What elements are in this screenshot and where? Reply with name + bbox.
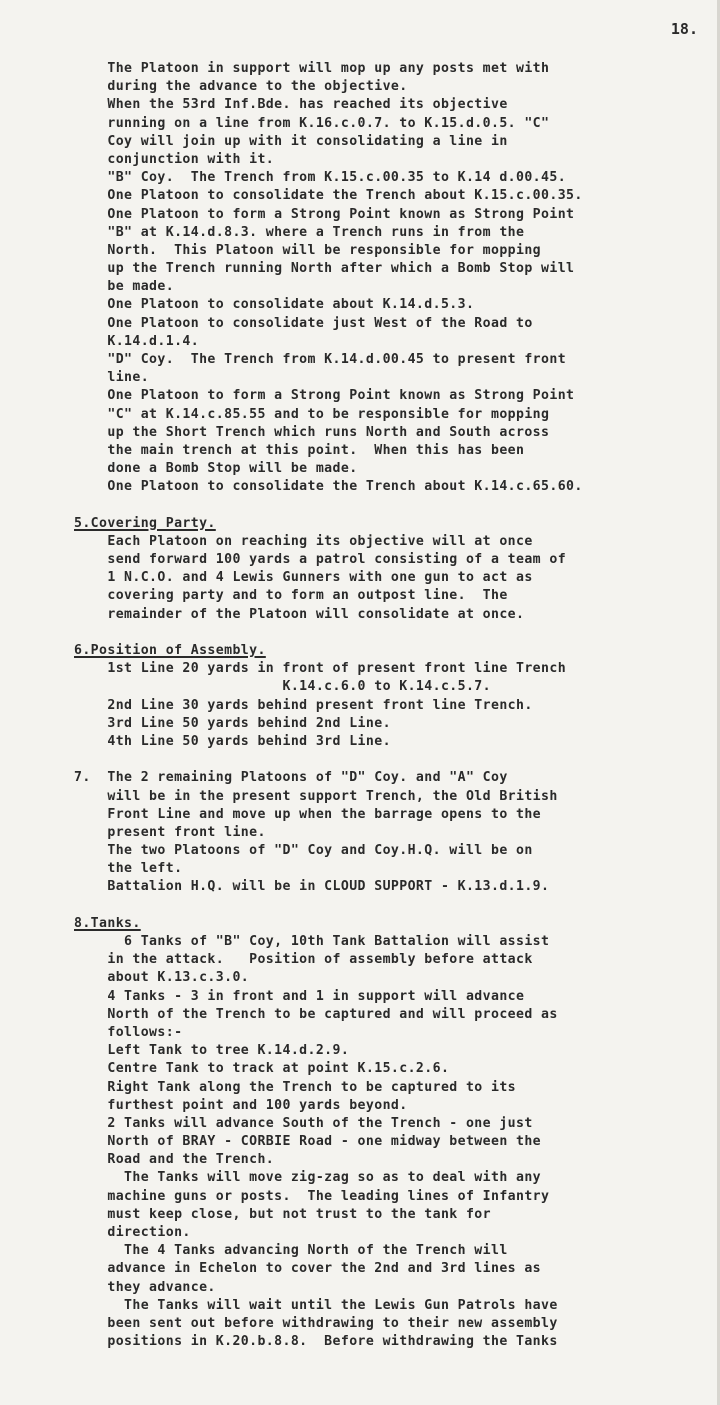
text-line: covering party and to form an outpost line. The xyxy=(74,588,508,604)
text-line: The 4 Tanks advancing North of the Trench will xyxy=(74,1243,508,1259)
text-line: One Platoon to consolidate the Trench about K.14.c.65.60. xyxy=(74,479,583,495)
text-line: remainder of the Platoon will consolidate at once. xyxy=(74,606,525,622)
text-line: be made. xyxy=(74,279,175,295)
text-line: machine guns or posts. The leading lines of Infantry xyxy=(74,1188,550,1204)
text-line: Left Tank to tree K.14.d.2.9. xyxy=(74,1043,350,1059)
text-line: When the 53rd Inf.Bde. has reached its objective xyxy=(74,97,508,113)
text-line: the main trench at this point. When this has been xyxy=(74,442,525,458)
text-line: direction. xyxy=(74,1225,191,1240)
text-line: 3rd Line 50 yards behind 2nd Line. xyxy=(74,715,391,731)
text-line: line. xyxy=(74,370,150,386)
text-line: One Platoon to consolidate just West of the Road to xyxy=(74,315,533,331)
text-line: 4 Tanks - 3 in front and 1 in support will advance xyxy=(74,988,525,1004)
text-line: advance in Echelon to cover the 2nd and 3rd lines as xyxy=(74,1261,542,1277)
text-line: One Platoon to consolidate about K.14.d.5.3. xyxy=(74,297,475,313)
text-line: "D" Coy. The Trench from K.14.d.00.45 to present front xyxy=(74,352,567,367)
text-line: One Platoon to form a Strong Point known as Strong Point xyxy=(74,388,575,404)
text-line: One Platoon to form a Strong Point known as Strong Point xyxy=(74,206,575,222)
text-line: send forward 100 yards a patrol consisting of a team of xyxy=(74,552,567,568)
blank-line xyxy=(74,751,714,769)
text-line: Front Line and move up when the barrage opens to the xyxy=(74,806,542,822)
text-line: 2nd Line 30 yards behind present front line Trench. xyxy=(74,697,533,713)
text-line: Battalion H.Q. will be in CLOUD SUPPORT - K.13.d.1.9. xyxy=(74,879,550,895)
text-line: K.14.d.1.4. xyxy=(74,333,200,349)
text-line: 5.Covering Party. xyxy=(74,515,216,531)
text-line: K.14.c.6.0 to K.14.c.5.7. xyxy=(74,679,491,695)
text-line: 1st Line 20 yards in front of present front line Trench xyxy=(74,661,567,677)
text-line: One Platoon to consolidate the Trench about K.15.c.00.35. xyxy=(74,188,583,204)
text-line: The Tanks will wait until the Lewis Gun Patrols have xyxy=(74,1297,558,1313)
text-line: present front line. xyxy=(74,824,266,840)
text-line: Each Platoon on reaching its objective will at once xyxy=(74,533,533,549)
text-line: furthest point and 100 yards beyond. xyxy=(74,1097,408,1113)
text-line: 6 Tanks of "B" Coy, 10th Tank Battalion will assist xyxy=(74,934,550,949)
text-line: 6.Position of Assembly. xyxy=(74,643,266,658)
text-line: 2 Tanks will advance South of the Trench - one just xyxy=(74,1115,533,1131)
text-line: they advance. xyxy=(74,1279,216,1295)
text-line: The Platoon in support will mop up any posts met with xyxy=(74,61,550,76)
text-line: up the Short Trench which runs North and South across xyxy=(74,424,550,440)
text-line: "C" at K.14.c.85.55 and to be responsible for mopping xyxy=(74,406,550,422)
text-line: must keep close, but not trust to the tank for xyxy=(74,1206,491,1222)
blank-line xyxy=(74,624,714,642)
text-line: 4th Line 50 yards behind 3rd Line. xyxy=(74,733,391,749)
text-line: North. This Platoon will be responsible for mopping xyxy=(74,242,542,258)
text-line: follows:- xyxy=(74,1024,183,1040)
text-line: in the attack. Position of assembly before attack xyxy=(74,952,533,968)
text-line: Right Tank along the Trench to be captured to its xyxy=(74,1079,516,1095)
text-line: Centre Tank to track at point K.15.c.2.6. xyxy=(74,1061,450,1077)
text-line: Coy will join up with it consolidating a line in xyxy=(74,133,508,149)
text-line: North of BRAY - CORBIE Road - one midway between the xyxy=(74,1134,542,1150)
text-line: will be in the present support Trench, the Old British xyxy=(74,788,558,804)
text-line: been sent out before withdrawing to their new assembly xyxy=(74,1315,558,1331)
text-line: during the advance to the objective. xyxy=(74,79,408,95)
text-line: 8.Tanks. xyxy=(74,915,141,931)
text-line: about K.13.c.3.0. xyxy=(74,970,250,986)
text-line: 7. The 2 remaining Platoons of "D" Coy. and "A" Coy xyxy=(74,770,508,786)
blank-line xyxy=(74,897,714,915)
text-line: The two Platoons of "D" Coy and Coy.H.Q. will be on xyxy=(74,843,533,859)
page-number: 18. xyxy=(670,20,698,38)
text-line: positions in K.20.b.8.8. Before withdrawing the Tanks xyxy=(74,1334,558,1350)
text-line: done a Bomb Stop will be made. xyxy=(74,461,358,477)
text-line: conjunction with it. xyxy=(74,151,275,167)
text-line: North of the Trench to be captured and will proceed as xyxy=(74,1006,558,1022)
blank-line xyxy=(74,497,714,515)
text-line: "B" at K.14.d.8.3. where a Trench runs in from the xyxy=(74,224,525,240)
text-line: running on a line from K.16.c.0.7. to K.15.d.0.5. "C" xyxy=(74,115,550,131)
document-body xyxy=(74,60,714,1351)
text-line: up the Trench running North after which a Bomb Stop will xyxy=(74,261,575,277)
text-line: "B" Coy. The Trench from K.15.c.00.35 to K.14 d.00.45. xyxy=(74,170,567,186)
text-line: 1 N.C.O. and 4 Lewis Gunners with one gun to act as xyxy=(74,570,533,586)
text-line: Road and the Trench. xyxy=(74,1152,275,1168)
text-line: the left. xyxy=(74,861,183,877)
text-line: The Tanks will move zig-zag so as to deal with any xyxy=(74,1170,542,1186)
